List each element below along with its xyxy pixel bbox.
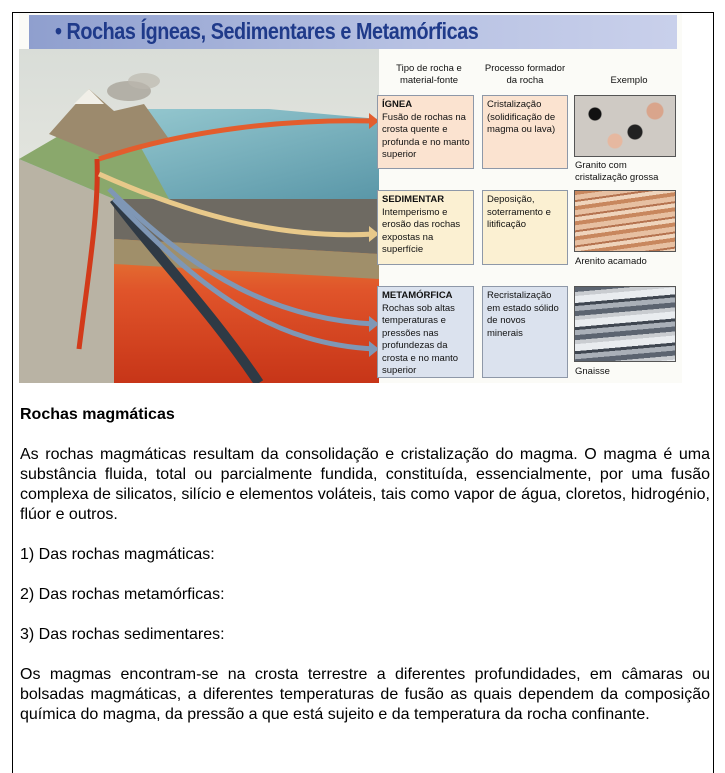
- gneiss-sample-image: [574, 286, 676, 362]
- section-heading: Rochas magmáticas: [20, 406, 175, 423]
- document-page: [12, 12, 714, 773]
- metamorfica-process-box: [482, 286, 568, 378]
- sedimentar-source-text: Intemperismo e erosão das rochas expostas na superfície: [382, 206, 461, 255]
- granite-sample-image: [574, 95, 676, 157]
- sandstone-sample-image: [574, 190, 676, 252]
- ignea-type-box: [377, 95, 474, 169]
- ignea-process-box: [482, 95, 568, 169]
- sandstone-caption: Arenito acamado: [575, 256, 647, 267]
- figure-banner: [29, 15, 677, 49]
- metamorfica-title: METAMÓRFICA: [382, 290, 453, 301]
- ignea-process-text: Cristalização (solidificação de magma ou lava): [487, 99, 556, 135]
- document-text: [20, 405, 710, 745]
- sedimentar-process-box: [482, 190, 568, 265]
- column-header-example: Exemplo: [610, 75, 648, 86]
- geology-block-diagram-illustration: [19, 49, 379, 383]
- metamorfica-process-text: Recristalização em estado sólido de novos minerais: [487, 290, 559, 339]
- paragraph-2: Os magmas encontram-se na crosta terrestre a diferentes profundidades, em câmaras ou bolsadas magmáticas, a diferentes temperaturas de fusão as quais dependem da composição química do magma, da pressão a que está sujeito e da temperatura da rocha confinante.: [20, 666, 710, 723]
- column-header-process: Processo formador da rocha: [484, 63, 566, 86]
- metamorfica-type-box: [377, 286, 474, 378]
- figure-title: • Rochas Ígneas, Sedimentares e Metamórficas: [55, 18, 479, 44]
- gneiss-caption: Gnaisse: [575, 366, 610, 377]
- rock-cycle-figure: [19, 13, 682, 383]
- paragraph-1: As rochas magmáticas resultam da consolidação e cristalização do magma. O magma é uma substância fluida, total ou parcialmente fundida, constituída, essencialmente, por uma fusão complexa de silicatos, silício e elementos voláteis, tais como vapor de água, cloretos, hidrogénio, flúor e outros.: [20, 446, 710, 523]
- question-1: 1) Das rochas magmáticas:: [20, 546, 215, 563]
- metamorfica-source-text: Rochas sob altas temperaturas e pressões nas profundezas da crosta e no manto superior: [382, 302, 459, 376]
- question-2: 2) Das rochas metamórficas:: [20, 586, 225, 603]
- sedimentar-type-box: [377, 190, 474, 265]
- ignea-source-text: Fusão de rochas na crosta quente e profunda e no manto superior: [382, 111, 470, 160]
- sedimentar-process-text: Deposição, soterramento e litificação: [487, 194, 551, 230]
- granite-caption: Granito com cristalização grossa: [575, 160, 659, 183]
- question-3: 3) Das rochas sedimentares:: [20, 626, 225, 643]
- column-header-type: Tipo de rocha e material-fonte: [396, 63, 462, 86]
- ignea-title: ÍGNEA: [382, 99, 413, 110]
- sedimentar-title: SEDIMENTAR: [382, 194, 445, 205]
